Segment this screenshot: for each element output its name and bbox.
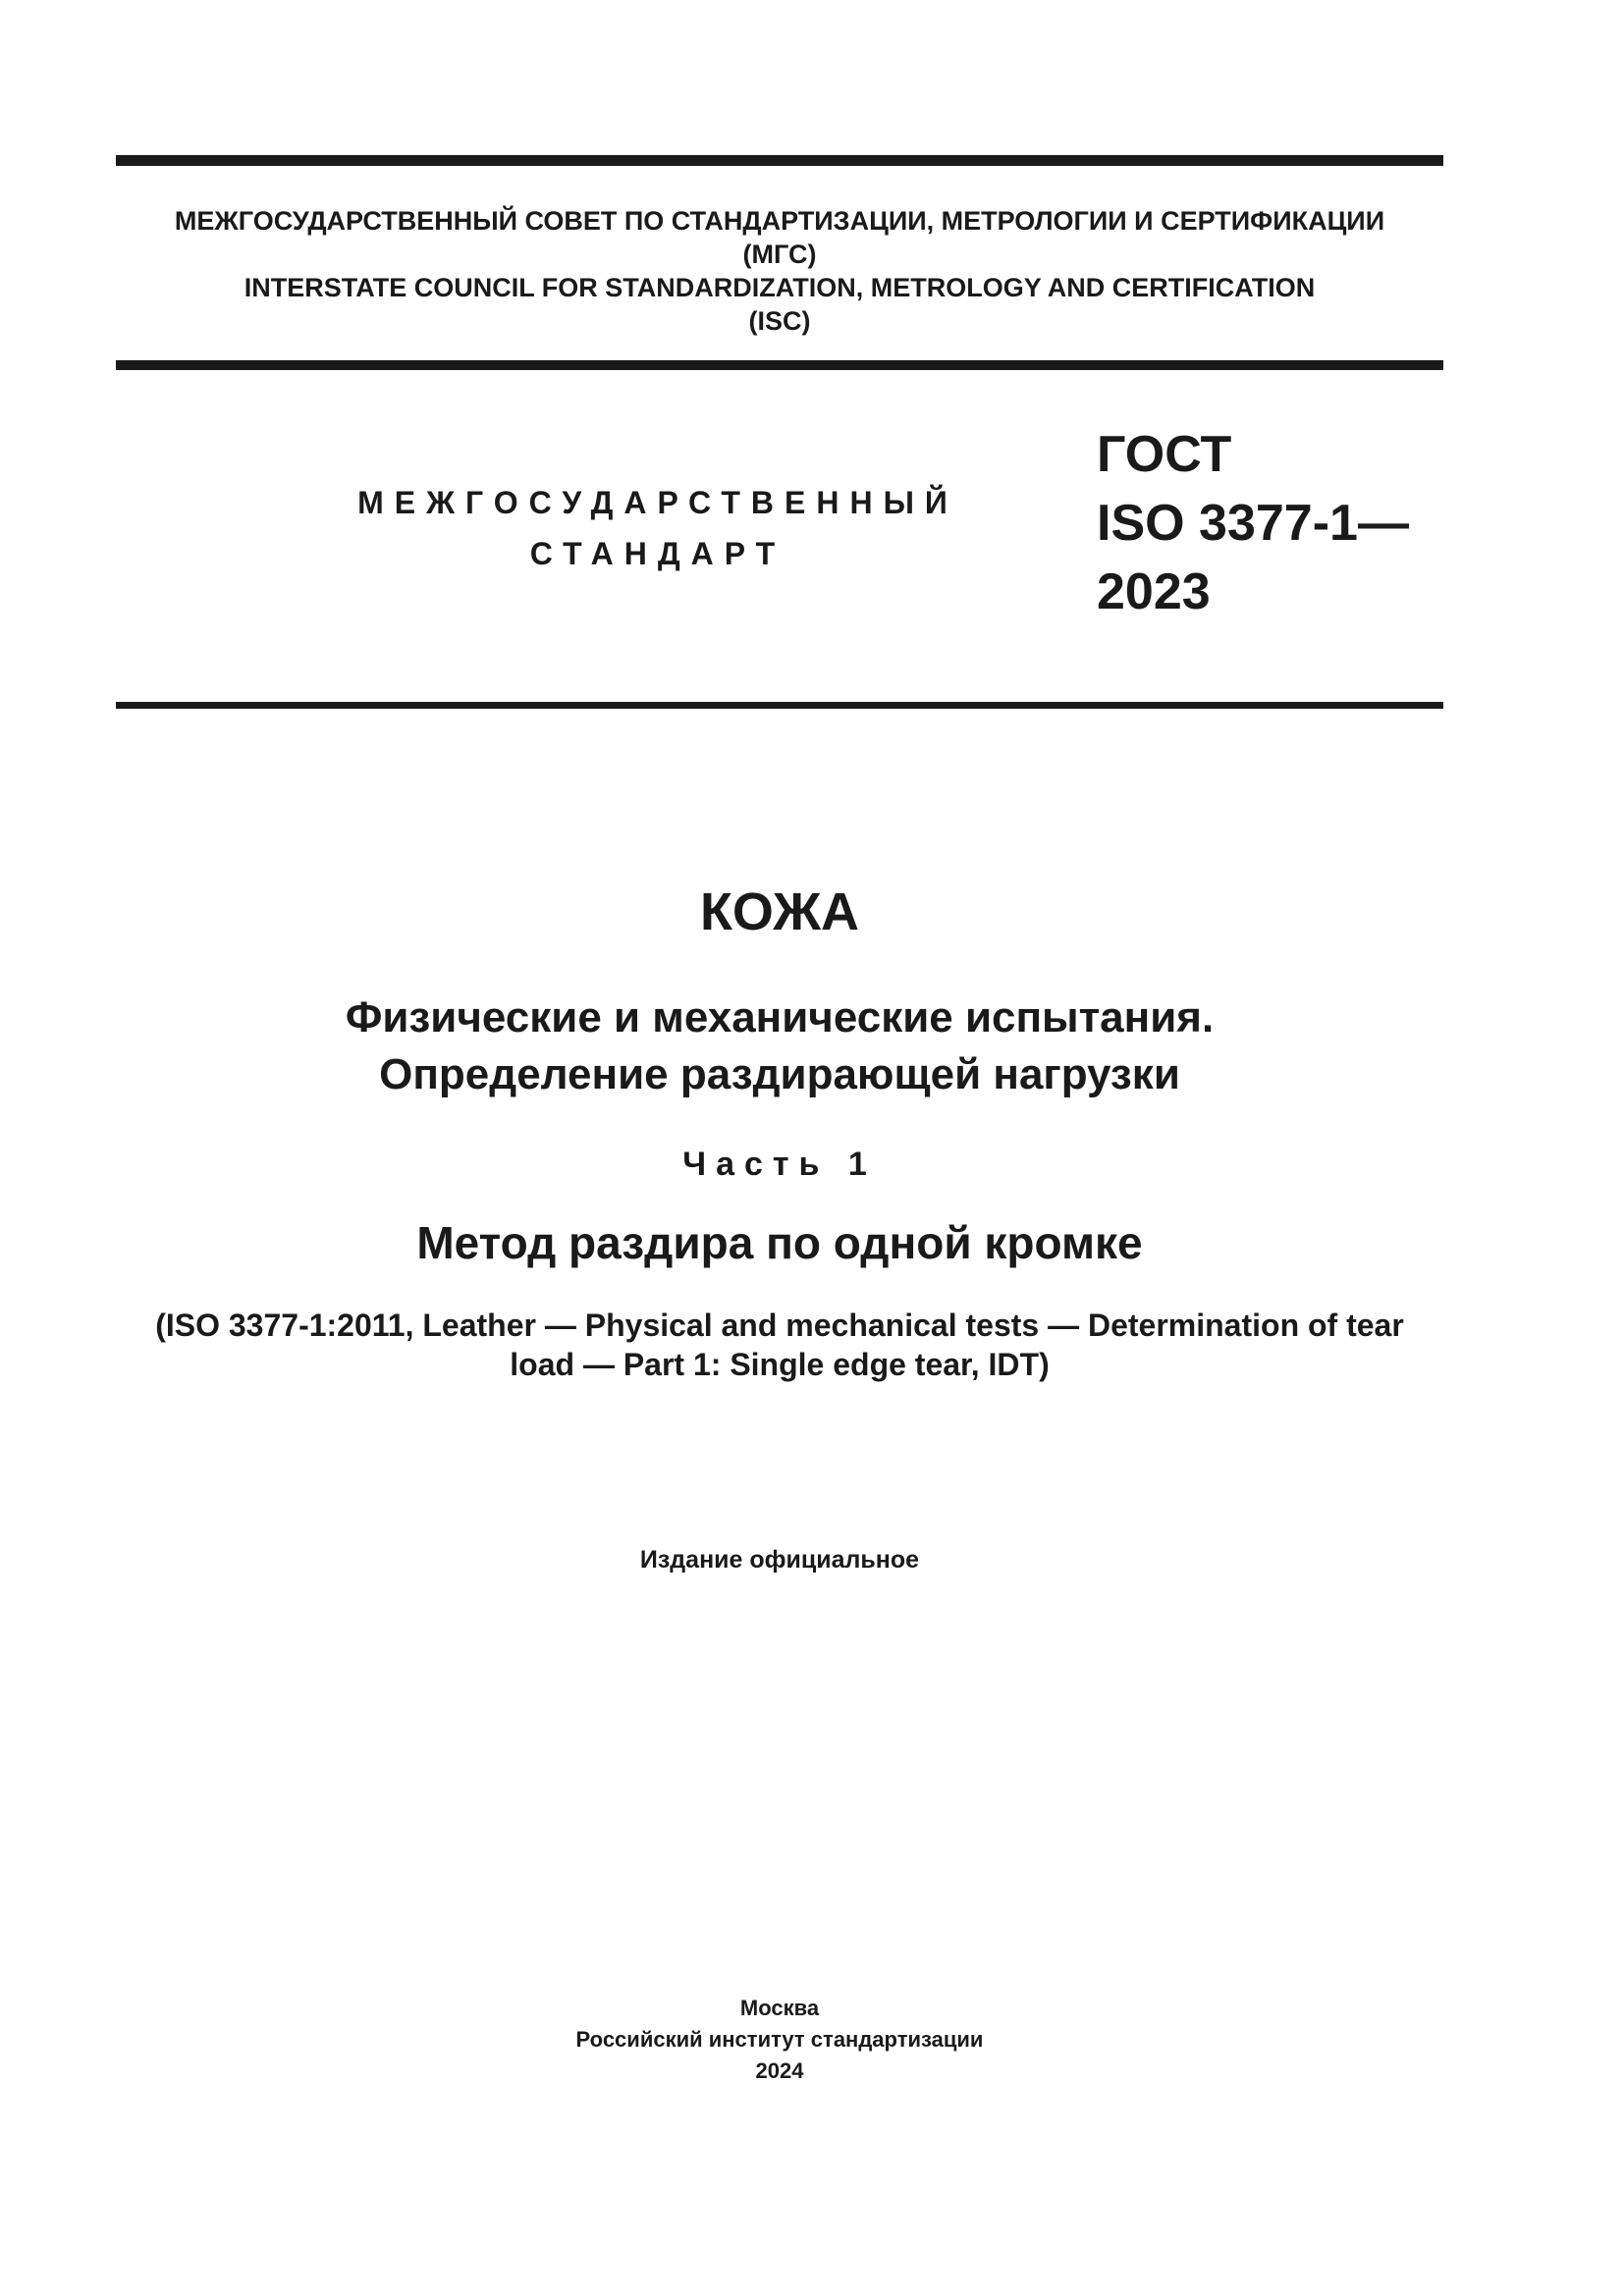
standard-kind-line-2: СТАНДАРТ <box>529 536 786 571</box>
council-abbr-ru: (МГС) <box>742 240 817 269</box>
designation-line-1: ГОСТ <box>1097 426 1232 483</box>
imprint-city: Москва <box>739 1996 820 2020</box>
document-subtitle <box>116 989 1443 1103</box>
council-header <box>116 204 1443 338</box>
imprint-year: 2024 <box>755 2058 804 2083</box>
subtitle-line-2: Определение раздирающей нагрузки <box>379 1050 1180 1098</box>
part-label: Часть 1 <box>682 1146 877 1183</box>
part-title: Метод раздира по одной кромке <box>416 1217 1143 1268</box>
subtitle-line-1: Физические и механические испытания. <box>345 993 1215 1041</box>
standard-kind <box>295 477 1021 579</box>
designation-line-2: ISO 3377-1— <box>1097 495 1409 552</box>
edition-note: Издание официальное <box>639 1546 920 1574</box>
header-bottom-rule <box>116 360 1443 370</box>
document-title: КОЖА <box>699 882 860 941</box>
designation-bottom-rule <box>116 702 1443 709</box>
top-rule <box>116 155 1443 166</box>
council-name-en: INTERSTATE COUNCIL FOR STANDARDIZATION, METROLOGY AND CERTIFICATION <box>244 273 1316 302</box>
iso-reference-line-1: (ISO 3377-1:2011, Leather — Physical and mechanical tests — Determination of tear <box>155 1308 1404 1343</box>
designation-line-3: 2023 <box>1097 563 1211 620</box>
council-name-ru: МЕЖГОСУДАРСТВЕННЫЙ СОВЕТ ПО СТАНДАРТИЗАЦИИ, МЕТРОЛОГИИ И СЕРТИФИКАЦИИ <box>174 206 1385 236</box>
standard-designation <box>1097 420 1409 626</box>
council-abbr-en: (ISC) <box>748 306 811 336</box>
imprint <box>116 1993 1443 2087</box>
imprint-publisher: Российский институт стандартизации <box>575 2027 984 2052</box>
iso-reference-line-2: load — Part 1: Single edge tear, IDT) <box>510 1347 1050 1382</box>
iso-reference <box>116 1306 1443 1384</box>
standard-kind-line-1: МЕЖГОСУДАРСТВЕННЫЙ <box>357 485 958 520</box>
